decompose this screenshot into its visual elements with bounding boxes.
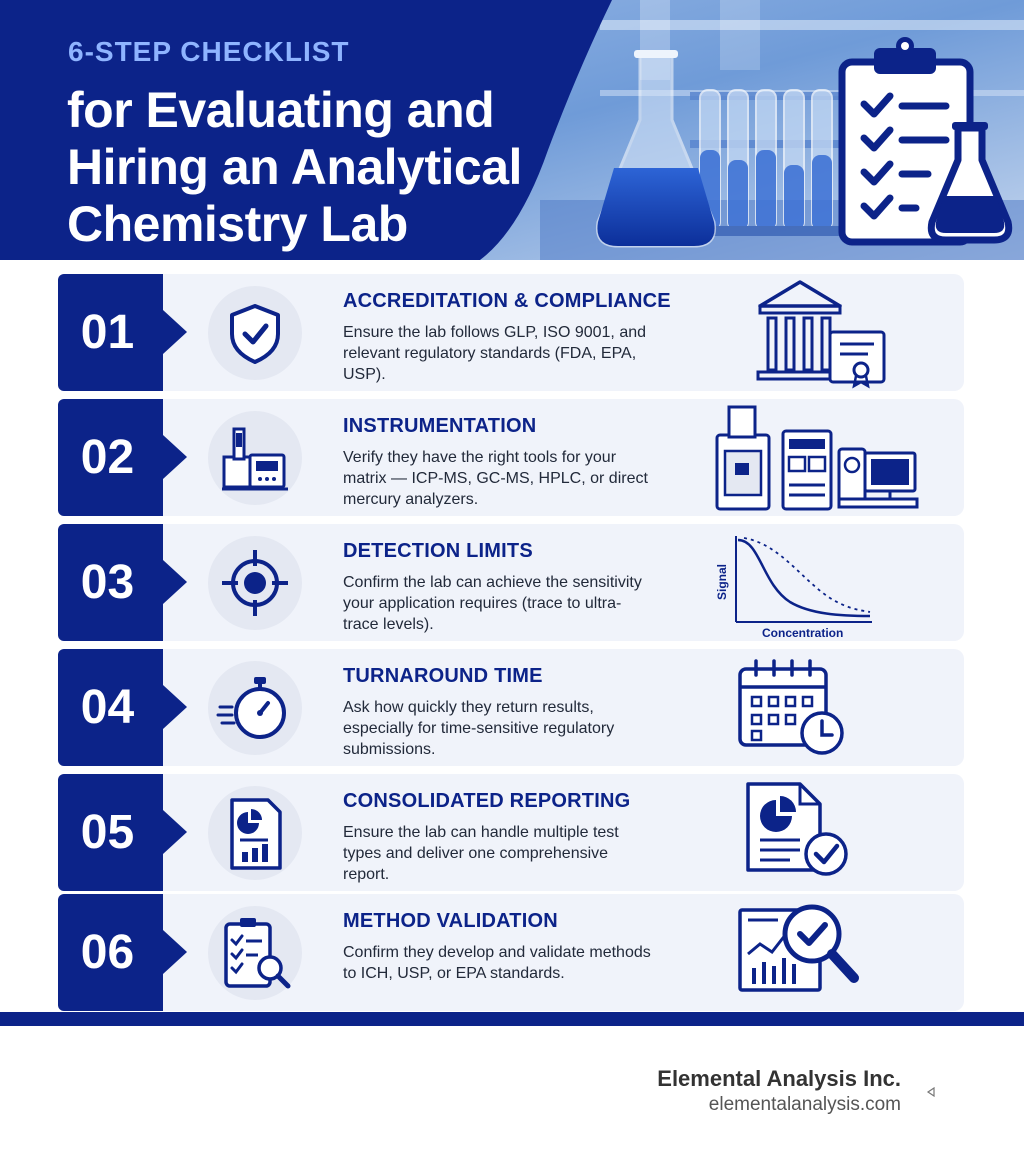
step-title: ACCREDITATION & COMPLIANCE bbox=[343, 290, 671, 312]
step-title: CONSOLIDATED REPORTING bbox=[343, 790, 631, 812]
stopwatch-icon bbox=[208, 661, 302, 755]
company-url[interactable]: elementalanalysis.com bbox=[708, 1094, 901, 1115]
title-line: for Evaluating and bbox=[67, 82, 495, 138]
brand-block bbox=[657, 1066, 901, 1116]
magnifier-check-chart-icon bbox=[734, 894, 884, 1011]
shield-check-icon bbox=[208, 286, 302, 380]
play-triangle-icon bbox=[926, 1087, 936, 1097]
signal-concentration-chart bbox=[710, 524, 880, 641]
target-icon bbox=[208, 536, 302, 630]
step-row-05 bbox=[58, 774, 964, 891]
chevron-right-icon bbox=[163, 524, 187, 641]
step-row-03 bbox=[58, 524, 964, 641]
step-title: METHOD VALIDATION bbox=[343, 910, 558, 932]
step-row-06 bbox=[58, 894, 964, 1011]
title-line: Chemistry Lab bbox=[67, 196, 408, 252]
chart-x-label: Concentration bbox=[762, 626, 844, 640]
step-title: TURNAROUND TIME bbox=[343, 665, 543, 687]
chart-y-label: Signal bbox=[715, 563, 729, 600]
checklist-kicker: 6-STEP CHECKLIST bbox=[68, 36, 350, 67]
chevron-right-icon bbox=[163, 274, 187, 391]
step-icon-circle bbox=[208, 411, 302, 505]
step-icon-circle bbox=[208, 286, 302, 380]
step-description: Confirm the lab can achieve the sensitivity your application requires (trace to ultra-trace levels). bbox=[343, 574, 642, 633]
title-line: Hiring an Analytical bbox=[67, 139, 522, 195]
chevron-right-icon bbox=[163, 894, 187, 1011]
step-icon-circle bbox=[208, 661, 302, 755]
step-icon-circle bbox=[208, 536, 302, 630]
step-description: Ensure the lab can handle multiple test types and deliver one comprehensive report. bbox=[343, 824, 619, 883]
header-banner bbox=[0, 0, 1024, 260]
step-row-04 bbox=[58, 649, 964, 766]
report-chart-icon bbox=[208, 786, 302, 880]
step-description: Confirm they develop and validate methods to ICH, USP, or EPA standards. bbox=[343, 944, 651, 982]
step-description: Ensure the lab follows GLP, ISO 9001, and relevant regulatory standards (FDA, EPA, USP). bbox=[343, 324, 647, 383]
step-number: 03 bbox=[58, 524, 163, 641]
step-number: 05 bbox=[58, 774, 163, 891]
page-title bbox=[67, 82, 587, 253]
step-title: DETECTION LIMITS bbox=[343, 540, 533, 562]
step-number: 02 bbox=[58, 399, 163, 516]
step-row-01 bbox=[58, 274, 964, 391]
footer-divider bbox=[0, 1012, 1024, 1026]
step-row-02 bbox=[58, 399, 964, 516]
step-icon-circle bbox=[208, 906, 302, 1000]
step-title: INSTRUMENTATION bbox=[343, 415, 537, 437]
company-name: Elemental Analysis Inc. bbox=[657, 1066, 901, 1091]
clipboard-search-icon bbox=[208, 906, 302, 1000]
lab-instrument-icon bbox=[208, 411, 302, 505]
step-number: 01 bbox=[58, 274, 163, 391]
chevron-right-icon bbox=[163, 774, 187, 891]
step-icon-circle bbox=[208, 786, 302, 880]
report-check-icon bbox=[742, 774, 852, 891]
chevron-right-icon bbox=[163, 649, 187, 766]
building-certificate-icon bbox=[748, 274, 898, 391]
calendar-clock-icon bbox=[734, 649, 854, 766]
chevron-right-icon bbox=[163, 399, 187, 516]
step-description: Verify they have the right tools for your matrix — ICP-MS, GC-MS, HPLC, or direct mercury analyzers. bbox=[343, 449, 648, 508]
step-number: 04 bbox=[58, 649, 163, 766]
step-description: Ask how quickly they return results, especially for time-sensitive regulatory submissions. bbox=[343, 699, 615, 758]
instruments-illustration bbox=[713, 399, 921, 516]
step-number: 06 bbox=[58, 894, 163, 1011]
